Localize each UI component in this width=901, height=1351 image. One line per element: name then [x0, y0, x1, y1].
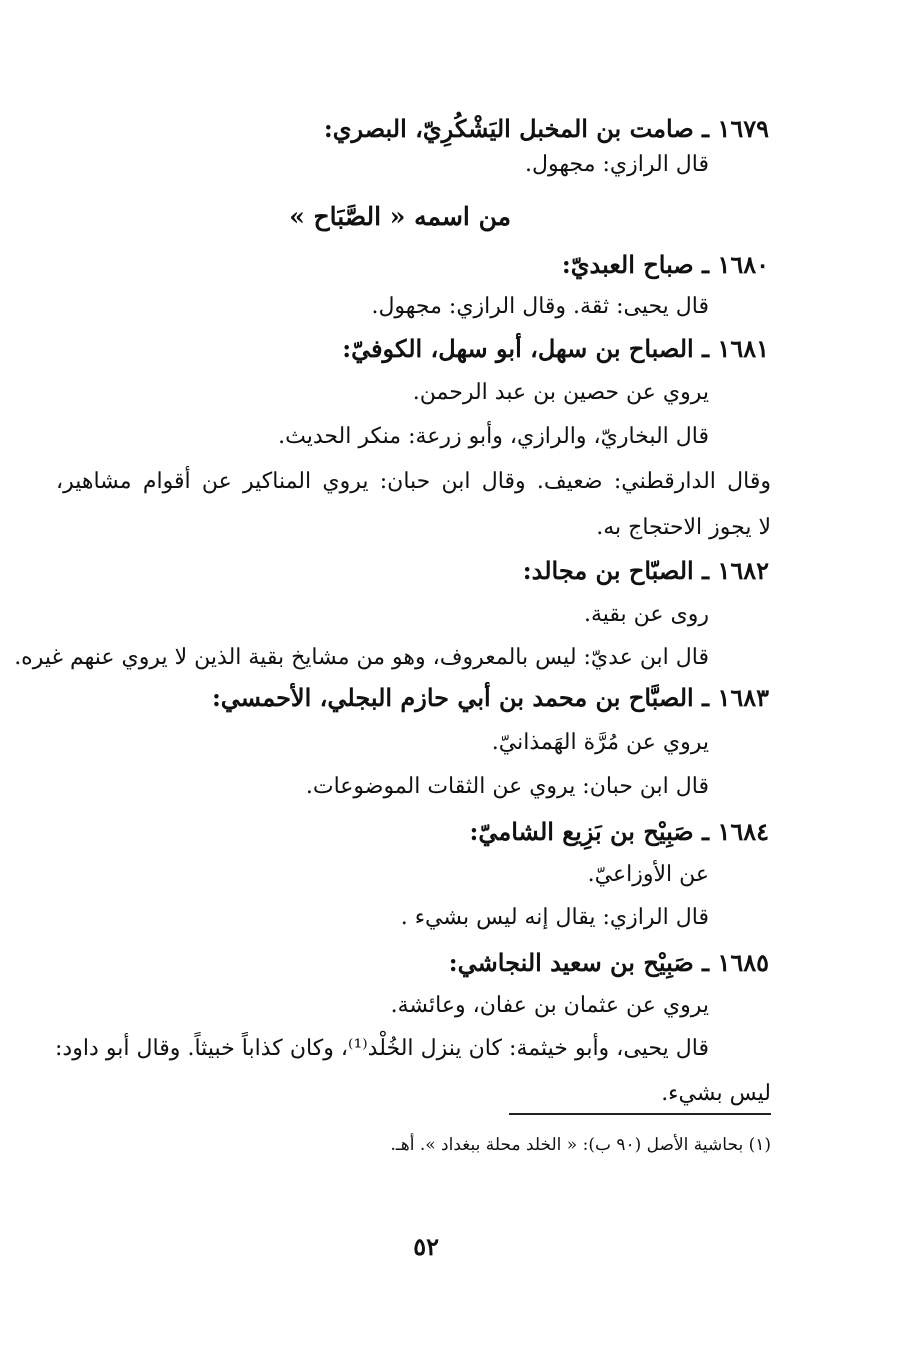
entry-1685-title: ١٦٨٥ ـ صَبِيْح بن سعيد النجاشي: — [448, 948, 769, 977]
entry-1679-title: ١٦٧٩ ـ صامت بن المخبل اليَشْكُرِيّ، البصري: — [323, 114, 769, 143]
entry-1680-title: ١٦٨٠ ـ صباح العبديّ: — [561, 250, 769, 279]
entry-1684-line-1: عن الأوزاعيّ. — [587, 862, 709, 887]
entry-1679-line: قال الرازي: مجهول. — [525, 152, 709, 177]
entry-1682-line-1: روى عن بقية. — [583, 602, 709, 627]
entry-1684-line-2: قال الرازي: يقال إنه ليس بشيء . — [400, 905, 709, 930]
entry-1681-line-3: وقال الدارقطني: ضعيف. وقال ابن حبان: يروي المناكير عن أقوام مشاهير، — [56, 469, 771, 494]
entry-1683-line-2: قال ابن حبان: يروي عن الثقات الموضوعات. — [305, 774, 709, 799]
entry-1683-title: ١٦٨٣ ـ الصبَّاح بن محمد بن أبي حازم البجلي، الأحمسي: — [211, 683, 769, 712]
entry-1685-line-2: قال يحيى، وأبو خيثمة: كان ينزل الخُلْد⁽¹⁾، وكان كذاباً خبيثاً. وقال أبو داود: — [55, 1036, 709, 1061]
entry-1680-line: قال يحيى: ثقة. وقال الرازي: مجهول. — [371, 294, 709, 319]
entry-1684-title: ١٦٨٤ ـ صَبِيْح بن بَزِيع الشاميّ: — [469, 817, 769, 846]
entry-1681-line-1: يروي عن حصين بن عبد الرحمن. — [412, 380, 709, 405]
entry-1681-line-4: لا يجوز الاحتجاج به. — [596, 515, 771, 540]
entry-1685-line-1: يروي عن عثمان بن عفان، وعائشة. — [390, 993, 709, 1018]
entry-1681-title: ١٦٨١ ـ الصباح بن سهل، أبو سهل، الكوفيّ: — [342, 334, 769, 363]
entry-1681-line-2: قال البخاريّ، والرازي، وأبو زرعة: منكر الحديث. — [278, 424, 709, 449]
footnote-separator — [509, 1113, 771, 1115]
entry-1682-line-2: قال ابن عديّ: ليس بالمعروف، وهو من مشايخ بقية الذين لا يروي عنهم غيره. — [14, 645, 709, 670]
entry-1685-line-3: ليس بشيء. — [661, 1081, 771, 1106]
entry-1683-line-1: يروي عن مُرَّة الهَمذانيّ. — [491, 730, 709, 755]
page-number: ٥٢ — [413, 1232, 439, 1261]
footnote: (١) بحاشية الأصل (٩٠ ب): « الخلد محلة ببغداد ». أهـ. — [390, 1135, 771, 1155]
entry-1682-title: ١٦٨٢ ـ الصبّاح بن مجالد: — [522, 556, 769, 585]
section-heading: من اسمه « الصَّبَاح » — [289, 202, 511, 231]
